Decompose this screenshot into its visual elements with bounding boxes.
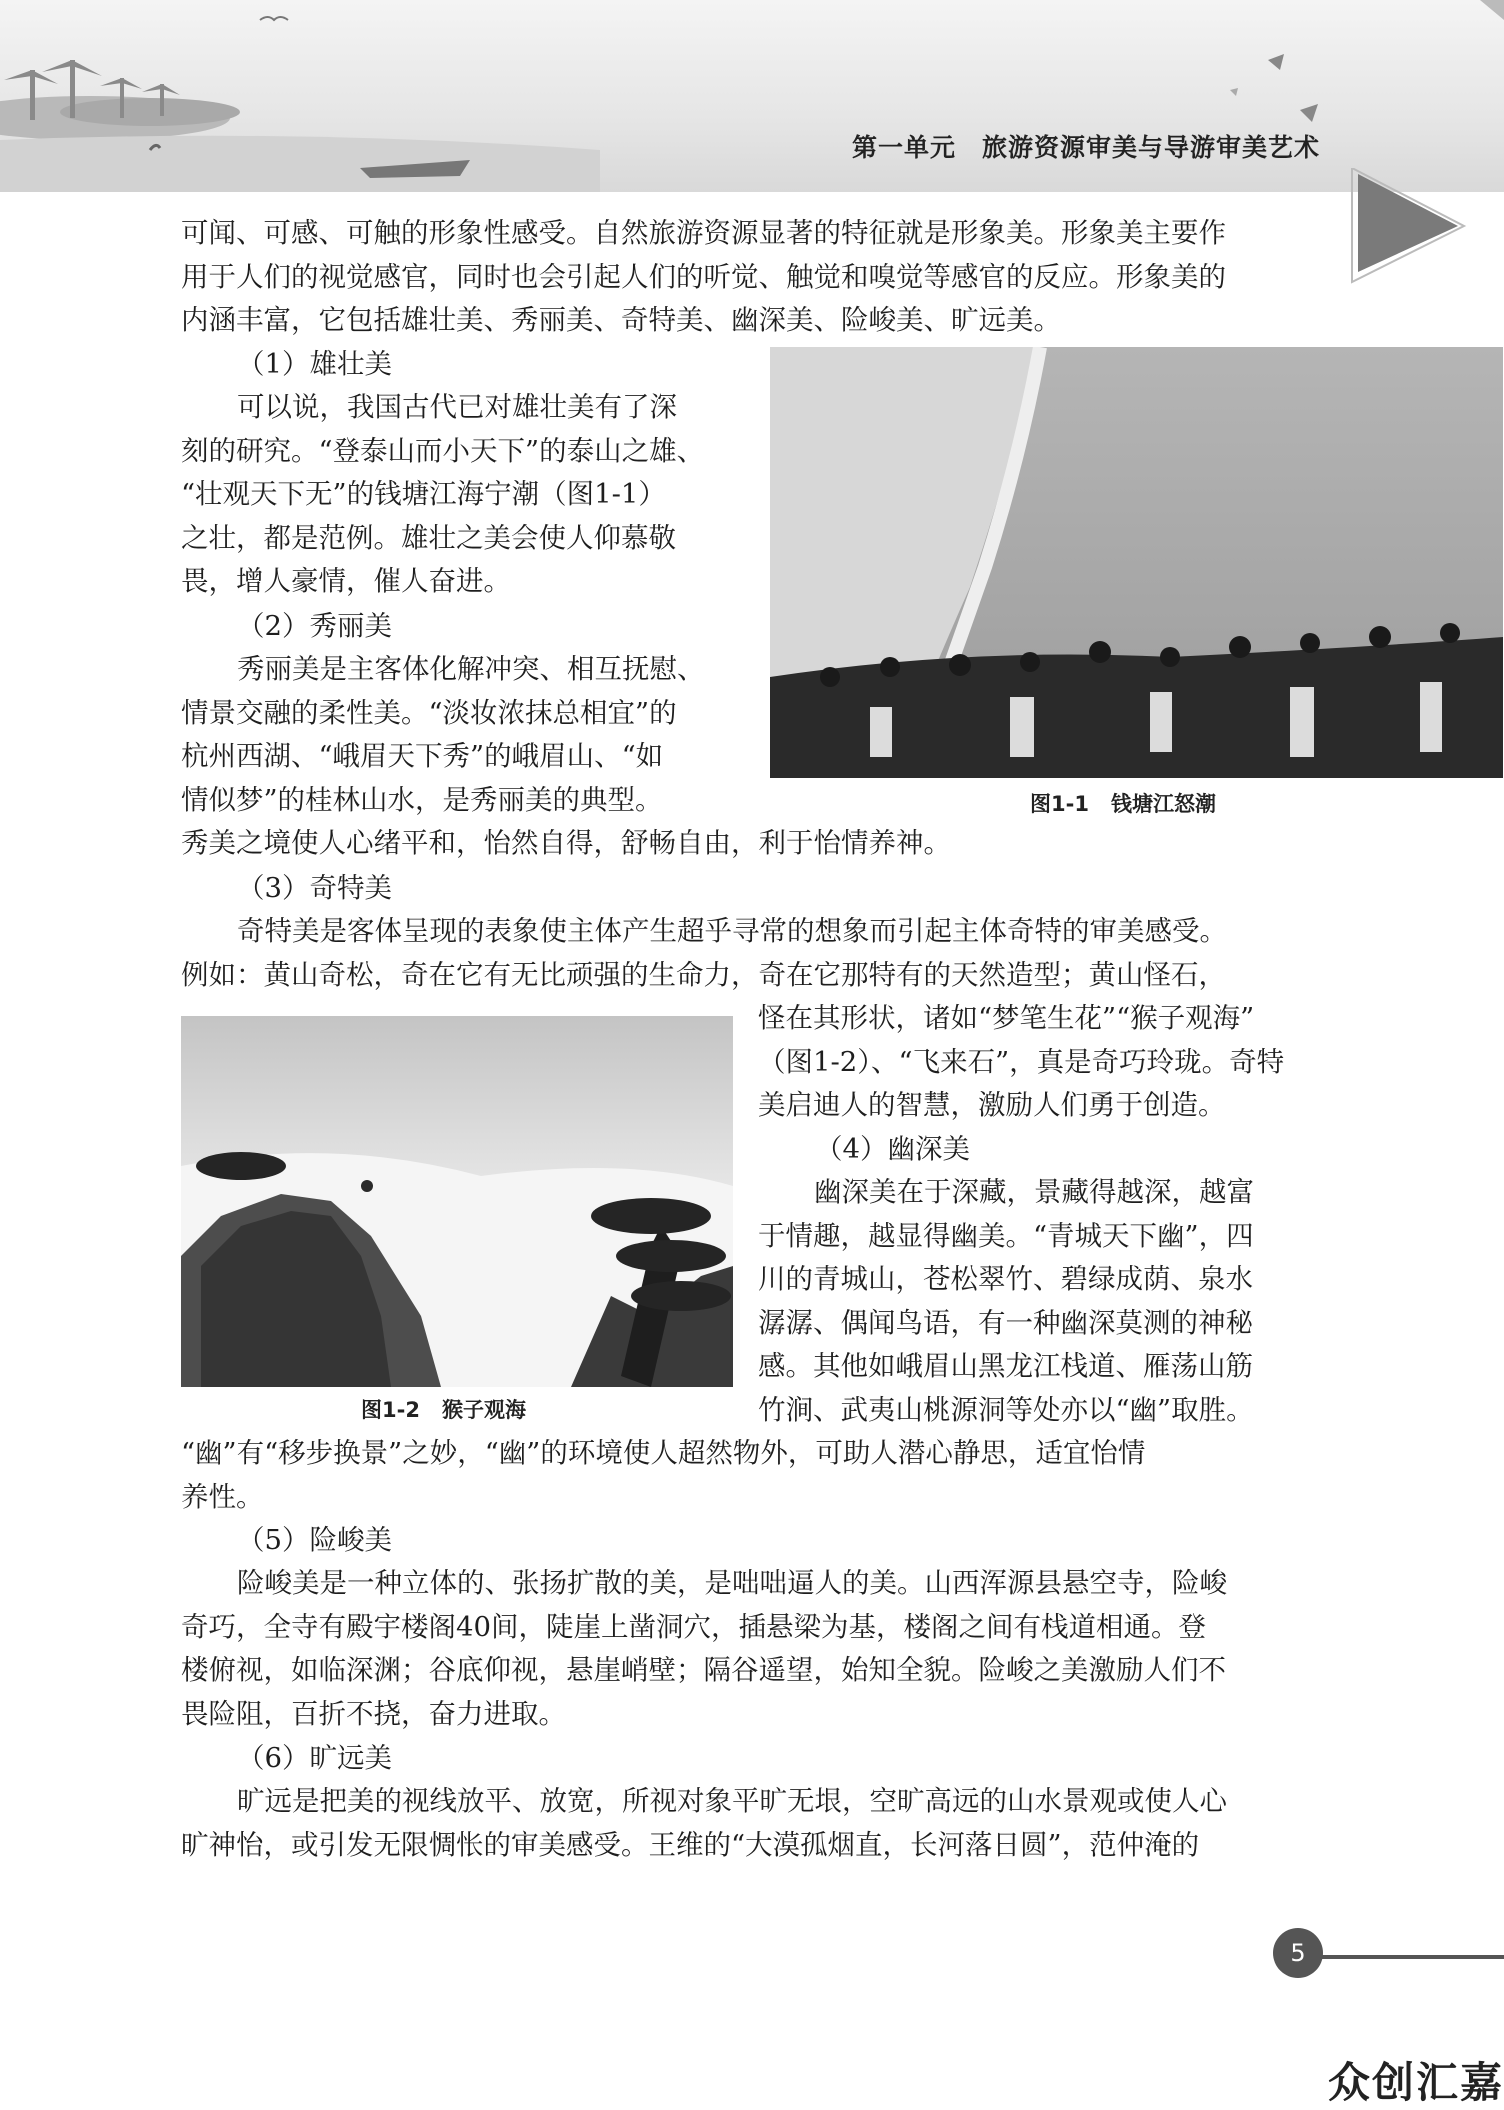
text-line: 奇特美是客体呈现的表象使主体产生超乎寻常的想象而引起主体奇特的审美感受。 (237, 915, 1227, 947)
text-line: 旷远是把美的视线放平、放宽，所视对象平旷无垠，空旷高远的山水景观或使人心 (237, 1785, 1227, 1817)
text-line: 秀丽美是主客体化解冲突、相互抚慰、 (237, 653, 705, 685)
text-line: 例如：黄山奇松，奇在它有无比顽强的生命力，奇在它那特有的天然造型；黄山怪石， (181, 958, 1226, 991)
section-paragraph (758, 1171, 1323, 1432)
text-line: 旷神怡，或引发无限惆怅的审美感受。王维的“大漠孤烟直，长河落日圆”，范仲淹的 (181, 1828, 1200, 1861)
section-heading: （3）奇特美 (237, 872, 392, 904)
text-line: 刻的研究。“登泰山而小天下”的泰山之雄、 (181, 434, 705, 467)
text-line: 畏，增人豪情，催人奋进。 (181, 565, 511, 597)
section-paragraph (181, 910, 1321, 997)
text-line: 奇巧，全寺有殿宇楼阁40间，陡崖上凿洞穴，插悬梁为基，楼阁之间有栈道相通。登 (181, 1610, 1206, 1643)
text-line: 情景交融的柔性美。“淡妆浓抹总相宜”的 (181, 696, 677, 729)
text-line: 幽深美在于深藏，景藏得越深，越富 (814, 1176, 1254, 1208)
figure-caption (361, 1394, 526, 1424)
text-line: 美启迪人的智慧，激励人们勇于创造。 (758, 1089, 1226, 1121)
text-line: 可闻、可感、可触的形象性感受。自然旅游资源显著的特征就是形象美。形象美主要作 (181, 217, 1226, 249)
header-banner (0, 0, 1504, 192)
text-line: 养性。 (181, 1480, 264, 1513)
text-line: “幽”有“移步换景”之妙，“幽”的环境使人超然物外，可助人潜心静思，适宜怡情 (181, 1437, 1146, 1469)
text-line: 情似梦”的桂林山水，是秀丽美的典型。 (181, 783, 663, 816)
text-line: 杭州西湖、“峨眉天下秀”的峨眉山、“如 (181, 740, 664, 772)
text-line: 秀美之境使人心绪平和，怡然自得，舒畅自由，利于怡情养神。 (181, 827, 951, 859)
section-paragraph-cont (181, 1432, 1321, 1519)
intro-paragraph (181, 212, 1321, 343)
text-line: 楼俯视，如临深渊；谷底仰视，悬崖峭壁；隔谷遥望，始知全貌。险峻之美激励人们不 (181, 1654, 1226, 1686)
text-line: 怪在其形状，诸如“梦笔生花”“猴子观海” (758, 1002, 1255, 1034)
section-heading: （4）幽深美 (815, 1133, 970, 1165)
text-line: 潺潺、偶闻鸟语，有一种幽深莫测的神秘 (758, 1306, 1253, 1339)
section-heading: （2）秀丽美 (237, 610, 392, 642)
text-line: （图1-2）、“飞来石”，真是奇巧玲珑。奇特 (758, 1045, 1285, 1078)
section-paragraph (181, 386, 741, 604)
section-heading: （1）雄壮美 (237, 348, 392, 380)
section-paragraph-cont (758, 997, 1323, 1128)
unit-name: 旅游资源审美与导游审美艺术 (981, 133, 1320, 162)
figure-label: 图1-1 (1030, 792, 1089, 816)
triangle-decoration-icon (1348, 168, 1468, 288)
text-line: 用于人们的视觉感官，同时也会引起人们的听觉、触觉和嗅觉等感官的反应。形象美的 (181, 260, 1226, 293)
unit-title (852, 128, 1320, 164)
page-number-rule (1315, 1955, 1504, 1959)
text-line: 畏险阻，百折不挠，奋力进取。 (181, 1697, 566, 1730)
text-line: 内涵丰富，它包括雄壮美、秀丽美、奇特美、幽深美、险峻美、旷远美。 (181, 304, 1061, 336)
page-number: 5 (1273, 1928, 1323, 1978)
section-paragraph (181, 1562, 1321, 1736)
section-paragraph (181, 1780, 1321, 1867)
watermark: 众创汇嘉 (1327, 2058, 1504, 2107)
text-line: 之壮，都是范例。雄壮之美会使人仰慕敬 (181, 521, 676, 554)
figure-title: 钱塘江怒潮 (1110, 792, 1216, 816)
text-line: “壮观天下无”的钱塘江海宁潮（图1-1） (181, 478, 666, 510)
text-line: 于情趣，越显得幽美。“青城天下幽”，四 (758, 1219, 1254, 1252)
text-line: 竹涧、武夷山桃源洞等处亦以“幽”取胜。 (758, 1393, 1254, 1426)
text-line: 险峻美是一种立体的、张扬扩散的美，是咄咄逼人的美。山西浑源县悬空寺，险峻 (237, 1567, 1227, 1599)
text-line: 川的青城山，苍松翠竹、碧绿成荫、泉水 (758, 1263, 1253, 1295)
section-paragraph (181, 648, 1321, 866)
section-heading: （6）旷远美 (237, 1742, 392, 1774)
figure-title: 猴子观海 (441, 1398, 526, 1422)
figure-label: 图1-2 (361, 1398, 420, 1422)
figure-monkey-rock-photo (181, 1016, 733, 1387)
text-line: 感。其他如峨眉山黑龙江栈道、雁荡山筋 (758, 1350, 1253, 1382)
section-heading: （5）险峻美 (237, 1524, 392, 1556)
text-line: 可以说，我国古代已对雄壮美有了深 (237, 391, 677, 423)
unit-label: 第一单元 (851, 133, 956, 162)
